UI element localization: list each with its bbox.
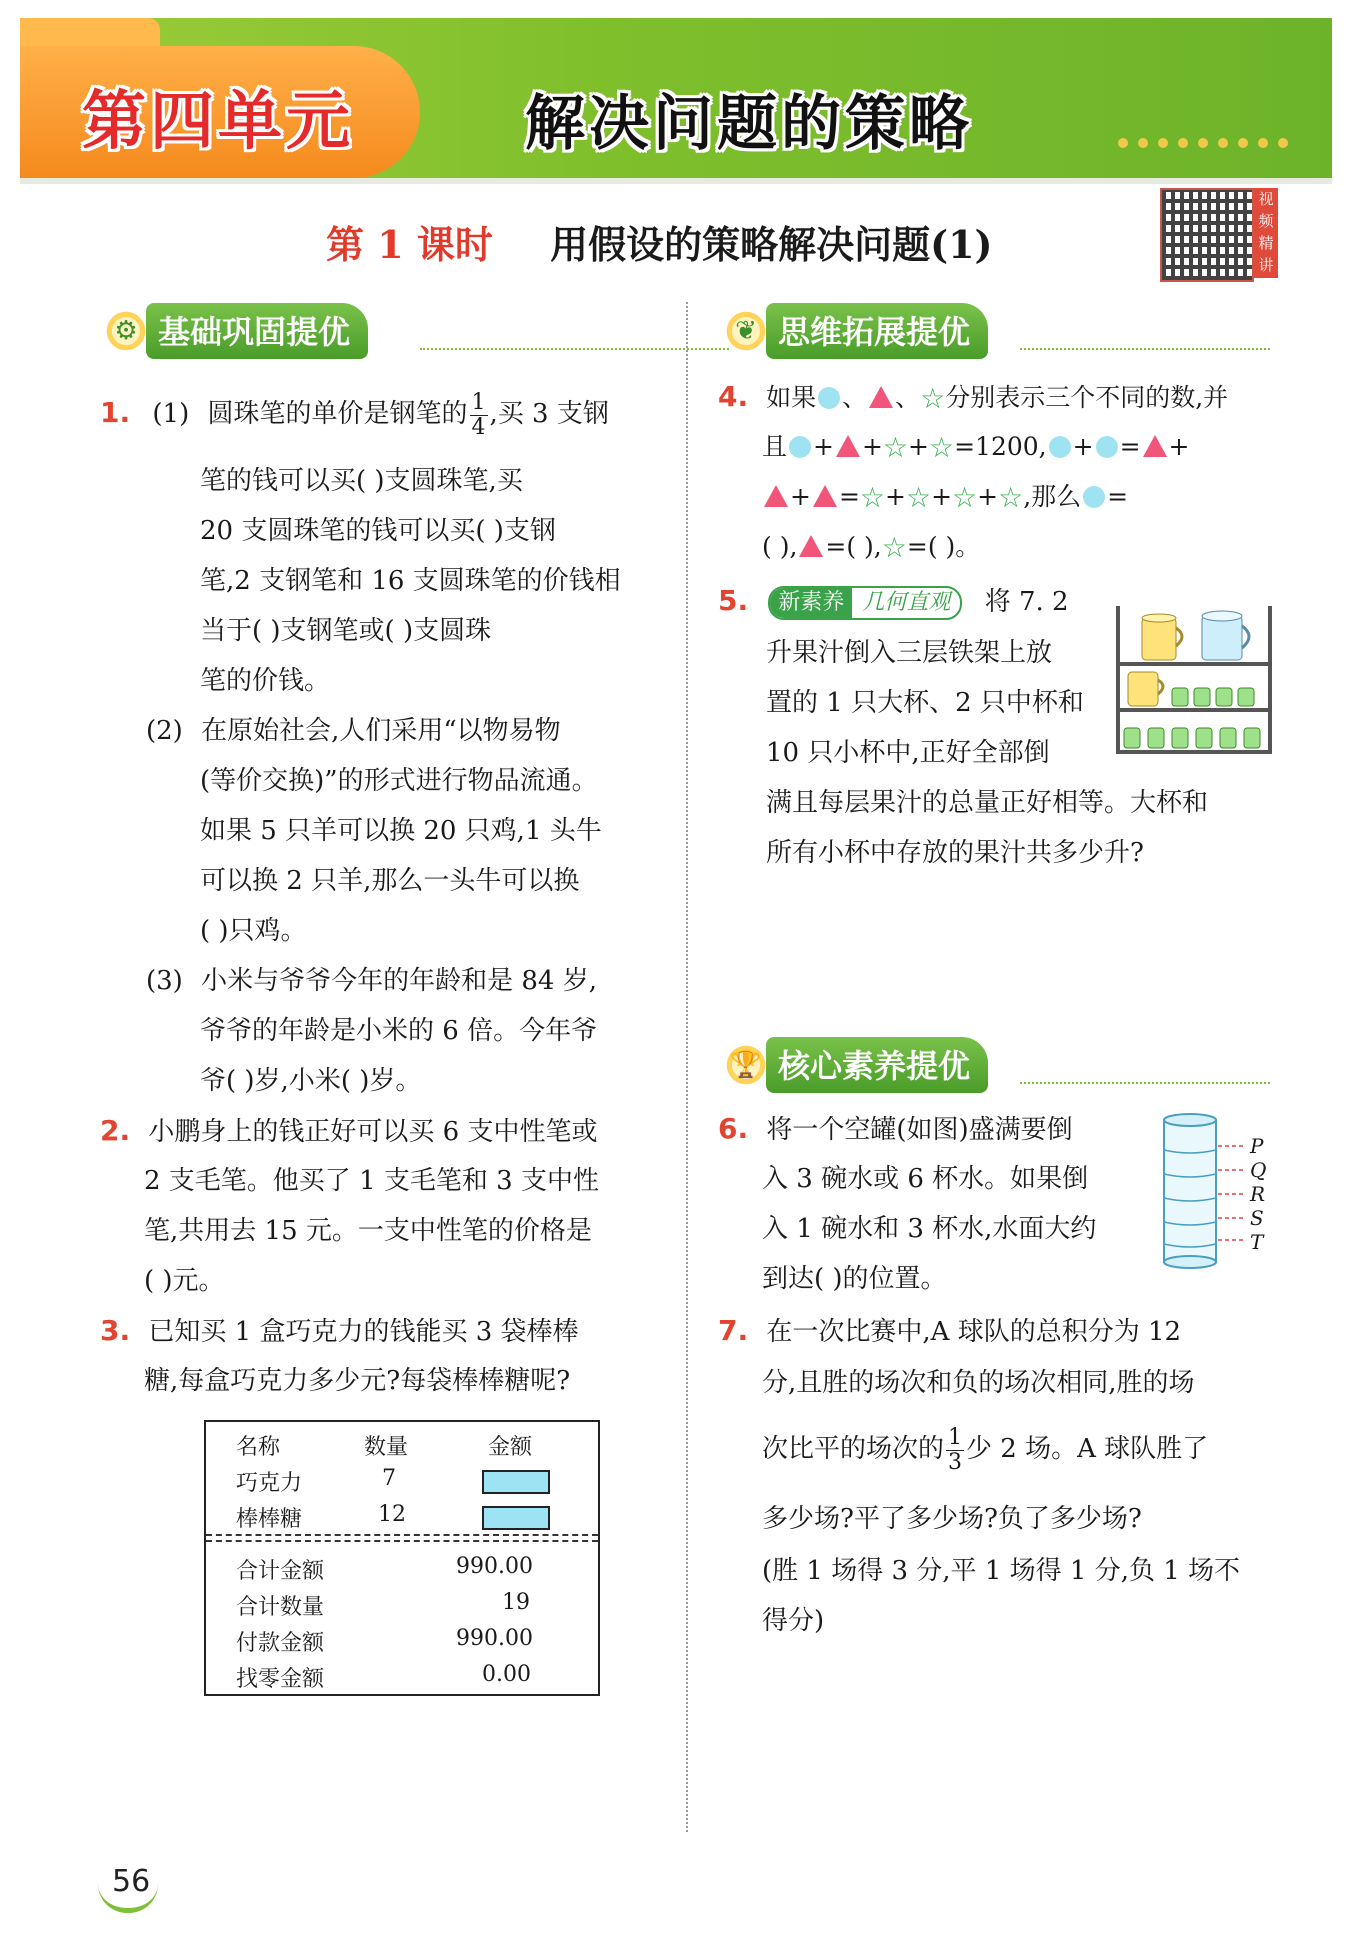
- star-icon: ☆: [881, 531, 907, 564]
- problem-5-line2: 升果汁倒入三层铁架上放: [766, 638, 1053, 668]
- problem-1-part2-line3: 如果 5 只羊可以换 20 只鸡,1 头牛: [200, 816, 602, 846]
- level-mark: R: [1250, 1182, 1266, 1206]
- receipt-header-qty: 数量: [364, 1435, 409, 1460]
- receipt-total-label: 找零金额: [236, 1667, 325, 1692]
- text: 如果: [766, 383, 817, 412]
- can-figure: [1162, 1112, 1218, 1270]
- text: ,买 3 支钢: [489, 399, 609, 429]
- receipt-total-value: 990.00: [456, 1554, 533, 1579]
- section-basic-label: 基础巩固提优: [146, 303, 368, 359]
- receipt-amount-blank: [482, 1470, 550, 1494]
- banner-dots: [1118, 138, 1288, 148]
- circle-icon: [789, 436, 811, 458]
- problem-6-line4: 到达( )的位置。: [762, 1264, 947, 1294]
- problem-number: 1.: [100, 396, 131, 429]
- section-underline: [1020, 348, 1270, 350]
- circle-icon: [1083, 486, 1105, 508]
- part-label: (2): [146, 716, 183, 746]
- problem-1-part2-line2: (等价交换)”的形式进行物品流通。: [200, 766, 598, 796]
- problem-3-line2: 糖,每盒巧克力多少元?每袋棒棒糖呢?: [144, 1366, 571, 1396]
- problem-1-part3-line3: 爷( )岁,小米( )岁。: [200, 1066, 422, 1096]
- triangle-icon: [799, 535, 823, 557]
- section-underline: [1020, 1082, 1270, 1084]
- star-icon: ☆: [998, 481, 1024, 514]
- receipt-total-label: 合计数量: [236, 1595, 325, 1620]
- part-label: (1): [152, 399, 190, 429]
- level-mark: T: [1250, 1230, 1264, 1254]
- unit-label: 第四单元: [82, 85, 354, 159]
- shelf-cups-figure: [1114, 604, 1274, 756]
- problem-5-line3: 置的 1 只大杯、2 只中杯和: [766, 688, 1084, 718]
- star-icon: ☆: [882, 431, 909, 464]
- problem-1-part3-line1: [146, 956, 597, 1006]
- lesson-number: 第 1 课时: [326, 222, 493, 267]
- text: 分别表示三个不同的数,并: [945, 383, 1229, 412]
- problem-5-line4: 10 只小杯中,正好全部倒: [766, 738, 1050, 768]
- text: 将一个空罐(如图)盛满要倒: [766, 1115, 1073, 1145]
- receipt-total-value: 0.00: [482, 1662, 531, 1687]
- problem-number: 4.: [718, 380, 749, 413]
- qr-tag: 视频精讲: [1254, 188, 1278, 278]
- problem-1-line2: 笔的钱可以买( )支圆珠笔,买: [200, 466, 523, 496]
- section-basic: [100, 306, 670, 356]
- receipt-total-value: 990.00: [456, 1626, 533, 1651]
- text: 次比平的场次的: [762, 1434, 945, 1464]
- problem-1-line4: 笔,2 支钢笔和 16 支圆珠笔的价钱相: [200, 566, 621, 596]
- section-core-label: 核心素养提优: [766, 1037, 988, 1093]
- problem-2-line1: [100, 1106, 597, 1157]
- receipt-divider: [206, 1540, 598, 1542]
- triangle-icon: [764, 485, 788, 507]
- text: 小鹏身上的钱正好可以买 6 支中性笔或: [148, 1117, 598, 1147]
- problem-6-line1: [718, 1104, 1073, 1155]
- text: 少 2 场。A 球队胜了: [966, 1434, 1209, 1464]
- problem-number: 3.: [100, 1314, 131, 1347]
- section-thinking: [720, 306, 1280, 356]
- problem-4-line4: [762, 522, 980, 573]
- receipt-total-value: 19: [502, 1590, 530, 1615]
- fraction: $\frac{1}{4}$: [471, 389, 486, 440]
- level-mark: Q: [1250, 1158, 1267, 1182]
- receipt-total-label: 付款金额: [236, 1631, 325, 1656]
- problem-number: 2.: [100, 1114, 131, 1147]
- triangle-icon: [813, 485, 837, 507]
- circle-icon: [1049, 436, 1071, 458]
- problem-7-line5: (胜 1 场得 3 分,平 1 场得 1 分,负 1 场不: [762, 1556, 1241, 1586]
- triangle-icon: [1143, 435, 1167, 457]
- text: 将 7. 2: [984, 587, 1069, 617]
- text: =1200,: [954, 432, 1047, 461]
- text: ( ),: [762, 532, 798, 561]
- circle-icon: [818, 387, 840, 409]
- page-number: 56: [112, 1864, 151, 1899]
- sun-gear-icon: ⚙: [100, 308, 152, 354]
- problem-6-line2: 入 3 碗水或 6 杯水。如果倒: [762, 1164, 1089, 1194]
- receipt-item-name: 巧克力: [236, 1471, 303, 1496]
- problem-1-line6: 笔的价钱。: [200, 666, 331, 696]
- lesson-heading: [326, 214, 993, 269]
- text: 小米与爷爷今年的年龄和是 84 岁,: [201, 966, 597, 996]
- receipt-header-name: 名称: [236, 1435, 281, 1460]
- sprout-icon: ❦: [720, 308, 772, 354]
- text: 、: [842, 383, 868, 412]
- problem-number: 7.: [718, 1314, 749, 1347]
- receipt-amount-blank: [482, 1506, 550, 1530]
- star-icon: ☆: [905, 481, 932, 514]
- section-thinking-label: 思维拓展提优: [766, 303, 988, 359]
- problem-5-line1: [718, 576, 1069, 627]
- section-core: [720, 1040, 1280, 1090]
- problem-2-line2: 2 支毛笔。他买了 1 支毛笔和 3 支中性: [144, 1166, 599, 1196]
- text: =( ),: [825, 532, 882, 561]
- problem-2-line4: ( )元。: [144, 1266, 225, 1296]
- star-icon: ☆: [859, 481, 886, 514]
- can-level-labels: [1250, 1134, 1266, 1254]
- triangle-icon: [869, 386, 893, 408]
- text: 圆珠笔的单价是钢笔的: [207, 399, 468, 429]
- unit-title: 解决问题的策略: [525, 89, 973, 159]
- text: 、: [895, 383, 921, 412]
- receipt-item-qty: 7: [382, 1466, 396, 1491]
- receipt-item-qty: 12: [378, 1502, 406, 1527]
- problem-7-line1: [718, 1306, 1181, 1357]
- fraction: $\frac{1}{3}$: [948, 1424, 963, 1475]
- receipt-item-name: 棒棒糖: [236, 1507, 303, 1532]
- problem-7-line3: [762, 1424, 1208, 1475]
- text: 在原始社会,人们采用“以物易物: [201, 716, 561, 746]
- problem-7-line4: 多少场?平了多少场?负了多少场?: [762, 1504, 1142, 1534]
- level-mark: S: [1250, 1206, 1264, 1230]
- lesson-title: 用假设的策略解决问题(1): [550, 222, 993, 267]
- problem-number: 5.: [718, 584, 749, 617]
- literacy-badge: 新素养 几何直观: [768, 586, 962, 620]
- section-underline: [420, 348, 760, 350]
- unit-tab-top: [20, 18, 160, 48]
- problem-5-line5: 满且每层果汁的总量正好相等。大杯和: [766, 788, 1209, 818]
- problem-3-line1: [100, 1306, 579, 1357]
- problem-number: 6.: [718, 1112, 749, 1145]
- column-divider: [686, 302, 688, 1832]
- problem-6-line3: 入 1 碗水和 3 杯水,水面大约: [762, 1214, 1097, 1244]
- problem-1-part3-line2: 爷爷的年龄是小米的 6 倍。今年爷: [200, 1016, 598, 1046]
- problem-1-part2-line4: 可以换 2 只羊,那么一头牛可以换: [200, 866, 580, 896]
- text: 且: [762, 432, 788, 461]
- problem-4-line1: [718, 372, 1228, 424]
- part-label: (3): [146, 966, 183, 996]
- triangle-icon: [836, 435, 860, 457]
- problem-1-line1: [100, 388, 609, 440]
- receipt-divider: [206, 1534, 598, 1536]
- receipt: [204, 1420, 600, 1696]
- problem-7-line6: 得分): [762, 1606, 825, 1636]
- text: =( )。: [906, 532, 981, 561]
- receipt-total-label: 合计金额: [236, 1559, 325, 1584]
- trophy-icon: 🏆: [720, 1042, 772, 1088]
- star-icon: ☆: [920, 382, 946, 415]
- problem-4-line3: + =☆+☆+☆+☆,那么 =: [762, 472, 1128, 523]
- problem-7-line2: 分,且胜的场次和负的场次相同,胜的场: [762, 1368, 1195, 1398]
- level-mark: P: [1250, 1134, 1264, 1158]
- problem-4-line2: 且 + +☆+☆=1200, + = +: [762, 431, 1190, 464]
- star-icon: ☆: [928, 431, 955, 464]
- receipt-header-amount: 金额: [488, 1435, 533, 1460]
- problem-1-part2-line5: ( )只鸡。: [200, 916, 307, 946]
- problem-1-line5: 当于( )支钢笔或( )支圆珠: [200, 616, 492, 646]
- problem-5-line6: 所有小杯中存放的果汁共多少升?: [766, 838, 1144, 868]
- text: 在一次比赛中,A 球队的总积分为 12: [766, 1317, 1182, 1347]
- problem-1-line3: 20 支圆珠笔的钱可以买( )支钢: [200, 516, 556, 546]
- problem-2-line3: 笔,共用去 15 元。一支中性笔的价格是: [144, 1216, 592, 1246]
- text: 已知买 1 盒巧克力的钱能买 3 袋棒棒: [148, 1317, 579, 1347]
- qr-code-icon[interactable]: [1160, 188, 1254, 282]
- text: ,那么: [1023, 482, 1082, 511]
- problem-1-part2-line1: [146, 706, 561, 756]
- star-icon: ☆: [952, 481, 978, 514]
- circle-icon: [1096, 436, 1118, 458]
